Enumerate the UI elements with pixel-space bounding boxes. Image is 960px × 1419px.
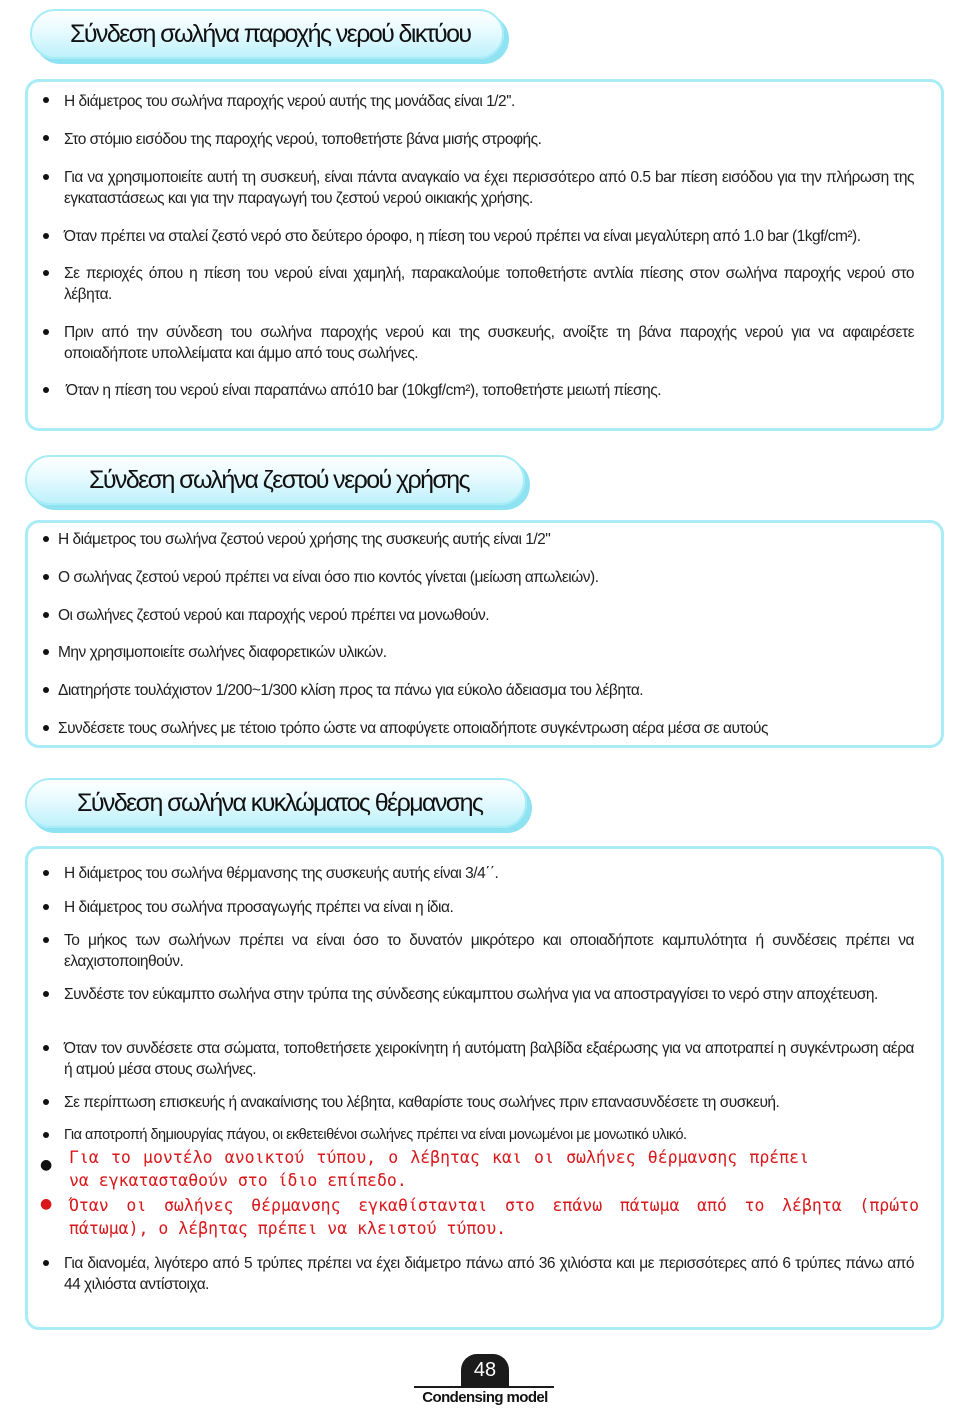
list-item: Ο σωλήνας ζεστού νερού πρέπει να είναι όσο πιο κοντός γίνεται (μείωση απωλειών). [58, 569, 599, 586]
bullet [43, 687, 49, 693]
footer-divider [414, 1386, 554, 1388]
model-label: Condensing model [422, 1389, 548, 1406]
list-item: Συνδέσετε τους σωλήνες με τέτοιο τρόπο ώστε να αποφύγετε οποιαδήποτε συγκέντρωση αέρα μέσα σε αυτούς [58, 720, 768, 737]
list-item: Όταν η πίεση του νερού είναι παραπάνω από10 bar (10kgf/cm²), τοποθετήστε μειωτή πίεσης. [66, 382, 662, 399]
page-number: 48 [461, 1354, 509, 1386]
section-title-hot-water [25, 455, 525, 505]
bullet [43, 937, 49, 943]
list-item: Πριν από την σύνδεση του σωλήνα παροχής νερού και της συσκευής, ανοίξτε τη βάνα παροχής νερού για να αφαιρέσετε οποιαδήποτε υπολλείματα και άμμο από τους σωλήνες. [64, 324, 914, 362]
bullet [43, 174, 49, 180]
section-title-heating-circuit [25, 778, 527, 828]
list-item: Η διάμετρος του σωλήνα θέρμανσης της συσκευής αυτής είναι 3/4΄΄. [64, 865, 499, 882]
list-item: Σε περίπτωση επισκευής ή ανακαίνισης του λέβητα, καθαρίστε τους σωλήνες πριν επανασυνδέσετε τη συσκευή. [64, 1094, 780, 1111]
bullet [43, 991, 49, 997]
section-title-text: Σύνδεση σωλήνα παροχής νερού δικτύου [70, 19, 471, 48]
bullet [43, 725, 49, 731]
list-item-highlighted: Για το μοντέλο ανοικτού τύπου, ο λέβητας και οι σωλήνες θέρμανσης πρέπει να εγκατασταθούν στο ίδιο επίπεδο. [69, 1148, 809, 1190]
bullet [43, 387, 49, 393]
section-title-text: Σύνδεση σωλήνα ζεστού νερού χρήσης [89, 465, 469, 494]
bullet [43, 233, 49, 239]
list-item: Σε περιοχές όπου η πίεση του νερού είναι χαμηλή, παρακαλούμε τοποθετήστε αντλία πίεσης στον σωλήνα παροχής νερού στο λέβητα. [64, 265, 914, 303]
list-item: Η διάμετρος του σωλήνα παροχής νερού αυτής της μονάδας είναι 1/2''. [64, 93, 515, 110]
bullet [43, 536, 49, 542]
list-item: Για διανομέα, λιγότερο από 5 τρύπες πρέπει να έχει διάμετρο πάνω από 36 χιλιόστα και με περισσότερες από 6 τρύπες πάνω από 44 χιλιόστα αντίστοιχα. [64, 1255, 914, 1293]
bullet [43, 97, 49, 103]
list-item: Στο στόμιο εισόδου της παροχής νερού, τοποθετήστε βάνα μισής στροφής. [64, 131, 542, 148]
list-item: Μην χρησιμοποιείτε σωλήνες διαφορετικών υλικών. [58, 644, 387, 661]
list-item: Διατηρήστε τουλάχιστον 1/200~1/300 κλίση προς τα πάνω για εύκολο άδειασμα του λέβητα. [58, 682, 644, 699]
section-title-water-supply [30, 9, 504, 59]
list-item: Οι σωλήνες ζεστού νερού και παροχής νερού πρέπει να μονωθούν. [58, 607, 490, 624]
bullet [43, 1260, 49, 1266]
bullet: ● [40, 1157, 53, 1173]
bullet: ● [40, 1196, 53, 1212]
list-item: Όταν πρέπει να σταλεί ζεστό νερό στο δεύτερο όροφο, η πίεση του νερού πρέπει να είναι μεγαλύτερη από 1.0 bar (1kgf/cm²). [64, 228, 861, 245]
list-item: Το μήκος των σωλήνων πρέπει να είναι όσο το δυνατόν μικρότερο και οποιαδήποτε καμπυλότητα ή συνδέσεις πρέπει να ελαχιστοποιηθούν. [64, 932, 914, 970]
bullet [43, 135, 49, 141]
section-title-text: Σύνδεση σωλήνα κυκλώματος θέρμανσης [77, 788, 483, 817]
bullet [43, 1099, 49, 1105]
bullet [43, 1132, 49, 1138]
bullet [43, 649, 49, 655]
bullet [43, 329, 49, 335]
list-item: Για να χρησιμοποιείτε αυτή τη συσκευή, είναι πάντα αναγκαίο να έχει περισσότερο από 0.5 bar πίεση εισόδου για την πλήρωση της εγκαταστάσεως και για την παραγωγή του ζεστού νερού οικιακής χρήσης. [64, 169, 914, 207]
list-item: Για αποτροπή δημιουργίας πάγου, οι εκθετειθένοι σωλήνες πρέπει να είναι μονωμένοι με μονωτικό υλικό. [64, 1127, 687, 1143]
bullet [43, 904, 49, 910]
list-item: Όταν τον συνδέσετε στα σώματα, τοποθετήσετε χειροκίνητη ή αυτόματη βαλβίδα εξαέρωσης για να αποτραπεί η συγκέντρωση αέρα ή ατμού μέσα στους σωλήνες. [64, 1040, 914, 1078]
bullet [43, 1045, 49, 1051]
list-item: Η διάμετρος του σωλήνα προσαγωγής πρέπει να είναι η ίδια. [64, 899, 454, 916]
panel-hot-water [25, 520, 944, 748]
bullet [43, 574, 49, 580]
list-item: Συνδέστε τον εύκαμπτο σωλήνα στην τρύπα της σύνδεσης εύκαμπτου σωλήνα για να αποστραγγίσει το νερό στην αποχέτευση. [64, 986, 878, 1003]
list-item-highlighted: Όταν οι σωλήνες θέρμανσης εγκαθίστανται στο επάνω πάτωμα από το λέβητα (πρώτο πάτωμα), ο λέβητας πρέπει να κλειστού τύπου. [69, 1196, 919, 1238]
bullet [43, 870, 49, 876]
list-item: Η διάμετρος του σωλήνα ζεστού νερού χρήσης της συσκευής αυτής είναι 1/2" [58, 531, 551, 548]
bullet [43, 270, 49, 276]
bullet [43, 612, 49, 618]
